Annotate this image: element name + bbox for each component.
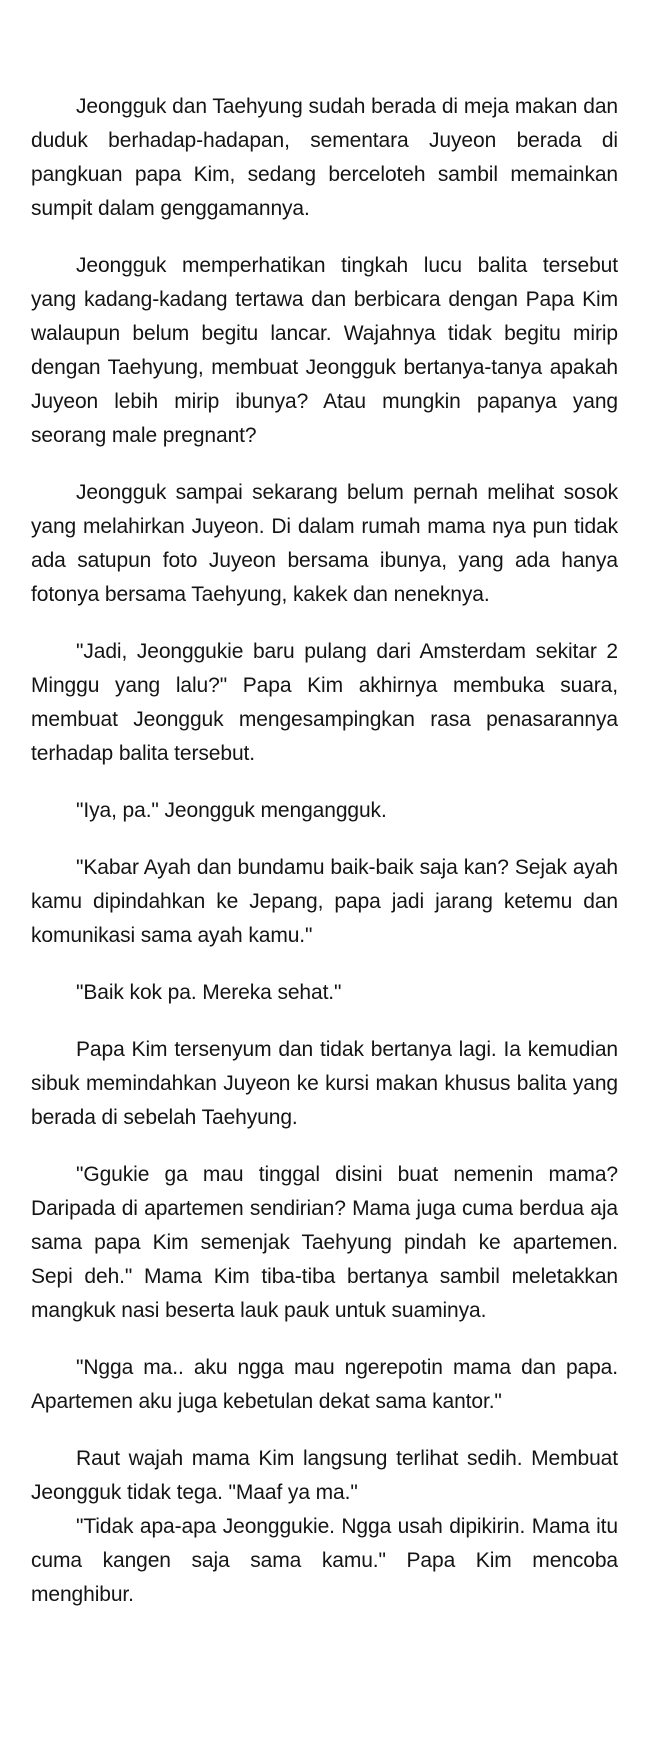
paragraph: "Iya, pa." Jeongguk mengangguk.: [76, 799, 387, 822]
paragraph: Jeongguk sampai sekarang belum pernah melihat sosok yang melahirkan Juyeon. Di dalam rumah mama nya pun tidak ada satupun foto Juyeon bersama ibunya, yang ada hanya fotonya bersama Taehyung, kakek dan neneknya.: [31, 481, 618, 606]
paragraph: "Tidak apa-apa Jeonggukie. Ngga usah dipikirin. Mama itu cuma kangen saja sama kamu." Papa Kim mencoba menghibur.: [31, 1515, 618, 1606]
paragraph: Papa Kim tersenyum dan tidak bertanya lagi. Ia kemudian sibuk memindahkan Juyeon ke kursi makan khusus balita yang berada di sebelah Taehyung.: [31, 1038, 618, 1129]
paragraph: "Ngga ma.. aku ngga mau ngerepotin mama dan papa. Apartemen aku juga kebetulan dekat sama kantor.": [31, 1356, 618, 1413]
paragraph: Jeongguk memperhatikan tingkah lucu balita tersebut yang kadang-kadang tertawa dan berbicara dengan Papa Kim walaupun belum begitu lancar. Wajahnya tidak begitu mirip dengan Taehyung, membuat Jeongguk bertanya-tanya apakah Juyeon lebih mirip ibunya? Atau mungkin papanya yang seorang male pregnant?: [31, 254, 618, 447]
paragraph: "Kabar Ayah dan bundamu baik-baik saja kan? Sejak ayah kamu dipindahkan ke Jepang, papa jadi jarang ketemu dan komunikasi sama ayah kamu.": [31, 856, 618, 947]
paragraph: "Ggukie ga mau tinggal disini buat nemenin mama? Daripada di apartemen sendirian? Mama juga cuma berdua aja sama papa Kim semenjak Taehyung pindah ke apartemen. Sepi deh." Mama Kim tiba-tiba bertanya sambil meletakkan mangkuk nasi beserta lauk pauk untuk suaminya.: [31, 1163, 618, 1322]
paragraph: "Baik kok pa. Mereka sehat.": [76, 981, 342, 1004]
paragraph: Raut wajah mama Kim langsung terlihat sedih. Membuat Jeongguk tidak tega. "Maaf ya ma.": [31, 1447, 618, 1504]
paragraph: Jeongguk dan Taehyung sudah berada di meja makan dan duduk berhadap-hadapan, sementara Juyeon berada di pangkuan papa Kim, sedang berceloteh sambil memainkan sumpit dalam genggamannya.: [31, 95, 618, 220]
story-text: [31, 90, 618, 1635]
paragraph: "Jadi, Jeonggukie baru pulang dari Amsterdam sekitar 2 Minggu yang lalu?" Papa Kim akhirnya membuka suara, membuat Jeongguk mengesampingkan rasa penasarannya terhadap balita tersebut.: [31, 640, 618, 765]
